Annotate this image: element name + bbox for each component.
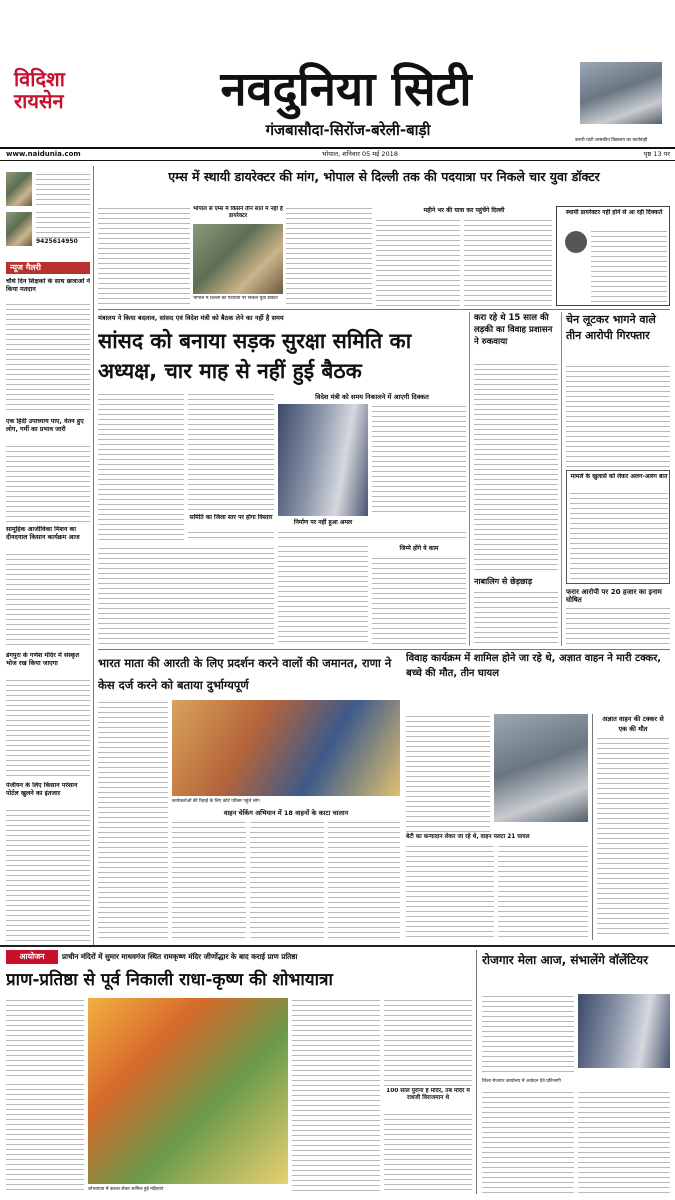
accident-col-1	[406, 714, 490, 834]
employment-col-2	[482, 1090, 574, 1194]
child-marriage-body	[474, 362, 558, 572]
employment-col-1	[482, 994, 574, 1074]
left-item-headline-2: एक हिंदी उपाध्याय पाए, वेतन हुए लोग, गर्मी का प्रभाव जारी	[6, 418, 84, 433]
left-item-headline-3: सामूहिक आजीविका मिशन का दीनदयाल किसान कार्यक्रम आज	[6, 526, 80, 541]
bottom-headline: प्राण-प्रतिष्ठा से पूर्व निकाली राधा-कृष्ण की शोभायात्रा	[6, 970, 333, 990]
lead-col-1	[98, 206, 190, 306]
accident-photo	[494, 714, 588, 822]
lead-photo-caption: भोपाल में दिल्ली की पदयात्रा पर निकले युवा डॉक्टर	[193, 296, 283, 306]
bottom-tag: आयोजन	[6, 950, 58, 964]
chain-snatching-box	[566, 470, 670, 584]
chain-snatching-body	[566, 364, 670, 468]
bottom-photo	[88, 998, 288, 1184]
dateline: भोपाल, शनिवार 05 मई 2018	[322, 150, 398, 158]
lead-headline: एम्स में स्थायी डायरेक्टर की मांग, भोपाल से दिल्ली तक की पदयात्रा पर निकले चार युवा डॉक्टर	[168, 169, 600, 184]
reporter-note-2	[36, 210, 90, 238]
reward-headline: फरार आरोपी पर 20 हजार का इनाम घोषित	[566, 588, 662, 604]
bharat-mata-col-1	[98, 700, 168, 940]
column-divider-3	[561, 312, 562, 646]
left-item-body-1	[6, 302, 90, 414]
road-safety-headline: सांसद को बनाया सड़क सुरक्षा समिति का अध्यक्ष, चार माह से नहीं हुई बैठक	[98, 329, 412, 383]
lead-box-headline: स्थायी डायरेक्टर नहीं होने से आ रही दिक्कतें	[565, 209, 663, 216]
reporter-photo	[6, 172, 32, 206]
accident-box-headline: अज्ञात वाहन की टक्कर से एक की मौत	[602, 715, 664, 733]
accident-photo-caption: बेटी का कन्यादान लेकर जा रहे थे, वाहन पलटा 21 घायल	[406, 832, 588, 842]
reward-body	[566, 606, 670, 646]
lead-box	[556, 206, 670, 306]
news-gallery-header: न्यूज गैलरी	[6, 262, 90, 274]
road-safety-col-1	[98, 392, 184, 542]
masthead-title: नवदुनिया सिटी	[220, 62, 472, 117]
left-item-body-5	[6, 808, 90, 946]
bottom-kicker: प्राचीन मंदिरों में सुमार माधवगंज स्थित रामकृष्ण मंदिर जीर्णोद्धार के बाद कराई प्राण प्रतिष्ठा	[62, 952, 298, 961]
bottom-col-1	[6, 998, 84, 1078]
edition-badge	[14, 68, 76, 120]
employment-col-3	[578, 1090, 670, 1194]
section-divider-1	[98, 309, 670, 310]
page-number: पृष्ठ 13 पर	[643, 150, 670, 158]
road-safety-col-3	[372, 404, 466, 516]
accident-box-body	[597, 736, 669, 936]
bharat-mata-col-3	[250, 820, 324, 940]
lead-box-body	[591, 229, 667, 303]
bharat-mata-headline: भारत माता की आरती के लिए प्रदर्शन करने वालों की जमानत, राणा ने केस दर्ज करने को बताया दुर्भाग्यपूर्ण	[98, 656, 392, 692]
molestation-headline: नाबालिग से छेड़छाड़	[474, 577, 532, 586]
road-safety-col-5	[278, 544, 368, 646]
bharat-mata-sub-1: वाहन चेकिंग अभियान में 18 वाहनों के काटा चालान	[223, 809, 349, 817]
road-safety-sub-2: निर्माण पर नहीं हुआ अमल	[293, 519, 353, 526]
employment-photo-caption: जिला रोजगार कार्यालय में आवेदन देते प्रतिभागी	[482, 1078, 670, 1086]
left-item-headline-4: डंगपुरा के गणेश मंदिर में संस्कृत भोज रख किया जाएगा	[6, 652, 80, 667]
road-safety-col-2	[188, 392, 274, 512]
bharat-mata-photo	[172, 700, 400, 796]
lead-col-5	[464, 218, 552, 306]
edition-name-2: रायसेन	[14, 89, 64, 113]
doctor-icon	[565, 231, 587, 253]
bottom-sub-1: 100 साल पुराना है मंदिर, तब मंदिर में राधजी विराजमान थे	[386, 1088, 470, 1101]
employment-headline: रोजगार मेला आज, संभालेंगे वॉलेंटियर	[482, 953, 649, 967]
bottom-col-3b	[384, 1112, 472, 1194]
left-item-body-4	[6, 678, 90, 778]
bottom-col-3a	[384, 998, 472, 1086]
reporter-photo-2	[6, 212, 32, 246]
bottom-col-1b	[6, 1082, 84, 1194]
employment-photo	[578, 994, 670, 1068]
website-link[interactable]: www.naidunia.com	[6, 150, 81, 158]
road-safety-col-4	[278, 530, 466, 542]
chain-snatching-box-headline: मामले के खुलासे को लेकर अलग-अलग बात	[570, 473, 668, 480]
chain-snatching-box-body	[570, 491, 668, 581]
masthead-photo	[580, 62, 662, 124]
masthead-subtitle: गंजबासौदा-सिरोंज-बरेली-बाड़ी	[265, 121, 431, 139]
accident-col-2	[406, 844, 494, 940]
lead-col-4	[376, 218, 460, 306]
edition-name: विदिशा	[14, 67, 65, 91]
road-safety-kicker: मंत्रालय ने किया बदलाव, सांसद एवं विदेश मंत्री को बैठक लेने का नहीं है समय	[98, 314, 284, 322]
section-divider-3	[0, 945, 675, 947]
left-column-divider	[93, 166, 94, 946]
left-item-body-3	[6, 552, 90, 648]
reporter-note	[36, 172, 90, 208]
accident-box	[592, 714, 670, 940]
bottom-divider	[476, 950, 477, 1194]
road-safety-col-7	[98, 546, 274, 646]
left-item-headline-5: पंजीयन के लिए किसान परेशान पोर्टल खुलने का इंतजार	[6, 782, 78, 797]
accident-headline: विवाह कार्यक्रम में शामिल होने जा रहे थे, अज्ञात वाहन ने मारी टक्कर, बच्चे की मौत, तीन घायल	[406, 653, 662, 679]
road-safety-sub-3: समिति का जिला स्तर पर होगा विस्तार	[189, 514, 273, 521]
masthead-photo-caption: करारी घाटी शासकीय विद्यालय का कार्यवाही	[575, 138, 648, 143]
road-safety-photo	[278, 404, 368, 516]
lead-sub-2: महीने भर की यात्रा कर पहुंचेंगे दिल्ली	[423, 207, 505, 214]
contact-phone: 9425614950	[36, 238, 78, 245]
bharat-mata-col-2	[172, 820, 246, 940]
road-safety-col-2b	[188, 530, 274, 542]
column-divider-2	[469, 312, 470, 646]
bottom-photo-caption: शोभायात्रा में कलश लेकर शामिल हुई महिलाएं	[88, 1186, 288, 1194]
road-safety-sub-1: विदेश मंत्री को समय निकालने में आएगी दिक्कत	[315, 393, 429, 401]
section-divider-2	[98, 649, 670, 650]
chain-snatching-headline: चेन लूटकर भागने वाले तीन आरोपी गिरफ्तार	[566, 313, 656, 342]
left-item-headline-1: चौथे दिन शिक्षकों के साथ छात्राओं ने किया मतदान	[6, 278, 90, 293]
molestation-body	[474, 590, 558, 646]
bharat-mata-col-4	[328, 820, 400, 940]
lead-sub-1: भोपाल से एम्स में किसने तीन सात में नहीं है डायरेक्टर	[193, 206, 283, 219]
bharat-mata-photo-caption: कार्यकर्ताओं की रिहाई के लिए कोर्ट परिसर पहुंचे लोग	[172, 798, 400, 806]
road-safety-sub-4: जिम्मे होंगे ये काम	[399, 545, 439, 552]
left-item-body-2	[6, 444, 90, 522]
bottom-col-2	[292, 998, 380, 1194]
lead-col-3	[286, 206, 372, 306]
lead-photo	[193, 224, 283, 294]
accident-col-3	[498, 844, 588, 940]
child-marriage-headline: करा रहे थे 15 साल की लड़की का विवाह प्रशासन ने रुकवाया	[474, 313, 553, 347]
road-safety-col-6	[372, 556, 466, 646]
